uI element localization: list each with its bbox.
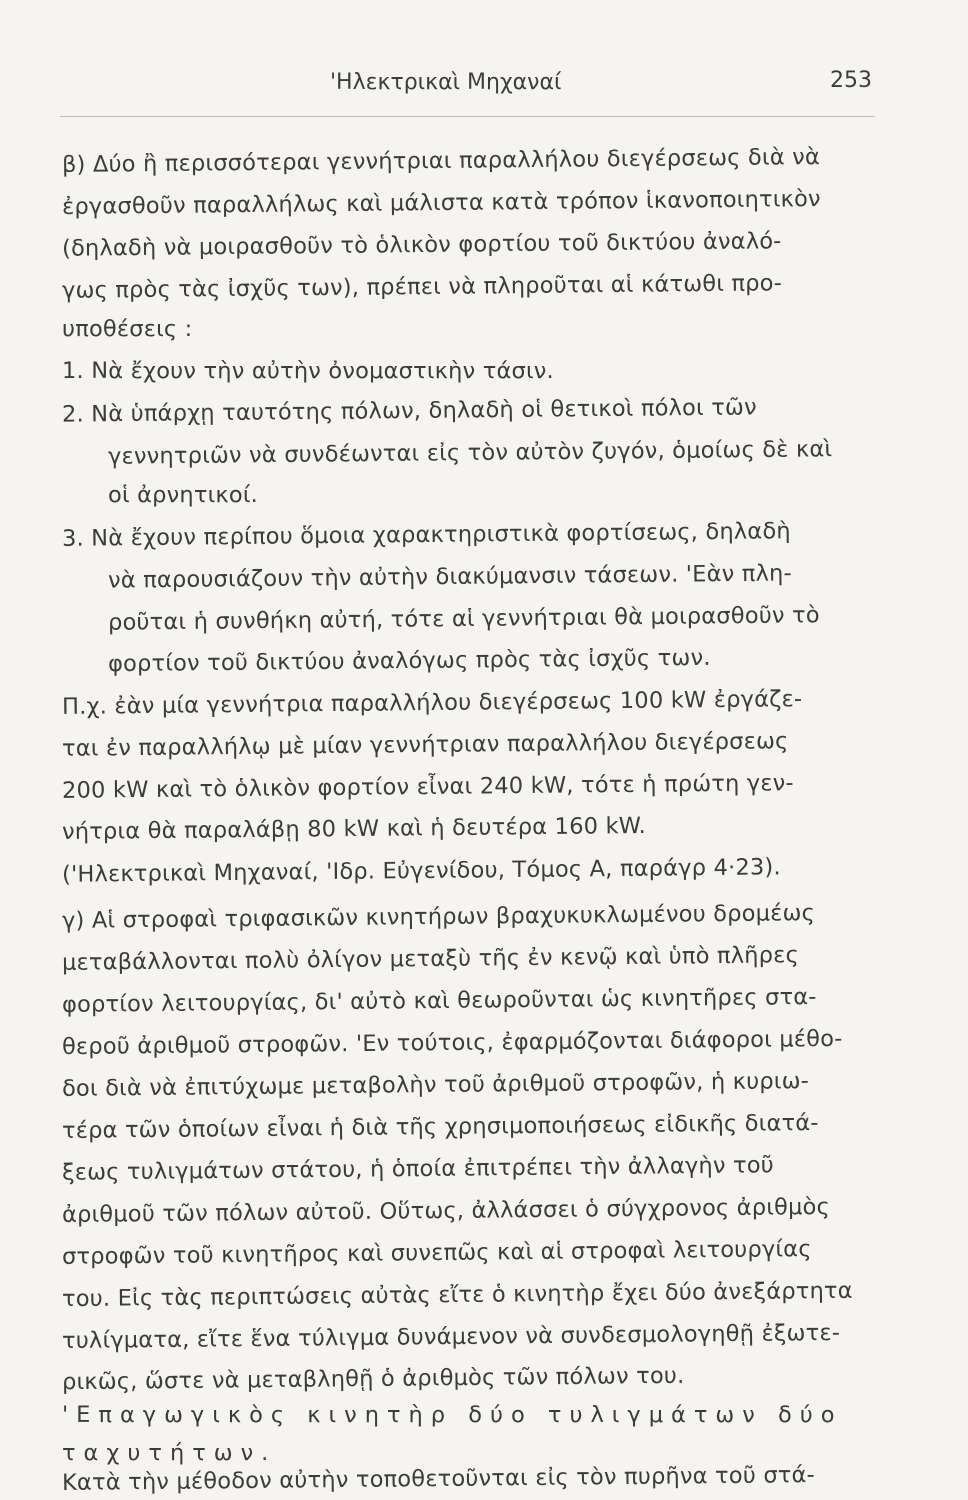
text-line: στροφῶν τοῦ κινητῆρος καὶ συνεπῶς καὶ αἱ στροφαὶ λειτουργίας bbox=[61, 1236, 812, 1270]
text-line: νήτρια θὰ παραλάβῃ 80 kW καὶ ἡ δευτέρα 160 kW. bbox=[61, 812, 647, 846]
text-line: δοι διὰ νὰ ἐπιτύχωμε μεταβολὴν τοῦ ἀριθμοῦ στροφῶν, ἡ κυριω- bbox=[61, 1068, 810, 1102]
text-line: β) Δύο ἢ περισσότεραι γεννήτριαι παραλλήλου διεγέρσεως διὰ νὰ bbox=[61, 144, 821, 178]
section-heading: 'Επαγωγικὸς κινητὴρ δύο τυλιγμάτων δύο bbox=[62, 1402, 843, 1428]
text-line: γ) Αἱ στροφαὶ τριφασικῶν κινητήρων βραχυκυκλωμένου δρομέως bbox=[61, 900, 816, 934]
text-line: 200 kW καὶ τὸ ὁλικὸν φορτίον εἶναι 240 kW, τότε ἡ πρώτη γεν- bbox=[61, 770, 794, 804]
text-line: (δηλαδὴ νὰ μοιρασθοῦν τὸ ὁλικὸν φορτίου τοῦ δικτύου ἀναλό- bbox=[61, 228, 782, 262]
text-line: ρικῶς, ὥστε νὰ μεταβληθῇ ὁ ἀριθμὸς τῶν πόλων του. bbox=[61, 1362, 685, 1396]
text-line: τέρα τῶν ὁποίων εἶναι ἡ διὰ τῆς χρησιμοποιήσεως εἰδικῆς διατά- bbox=[61, 1110, 819, 1144]
text-line: ται ἐν παραλλήλῳ μὲ μίαν γεννήτριαν παραλλήλου διεγέρσεως bbox=[61, 728, 789, 762]
text-line: γως πρὸς τὰς ἰσχῦς των), πρέπει νὰ πληροῦται αἱ κάτωθι προ- bbox=[61, 270, 783, 304]
citation: ('Ηλεκτρικαὶ Μηχαναί, 'Ιδρ. Εὐγενίδου, Τόμος Α, παράγρ 4·23). bbox=[61, 854, 781, 888]
text-line: τυλίγματα, εἴτε ἕνα τύλιγμα δυνάμενον νὰ συνδεσμολογηθῇ ἐξωτε- bbox=[61, 1319, 841, 1355]
header-rule bbox=[60, 116, 875, 117]
text-line: ἐργασθοῦν παραλλήλως καὶ μάλιστα κατὰ τρόπον ἱκανοποιητικὸν bbox=[61, 186, 821, 220]
text-line: Κατὰ τὴν μέθοδον αὐτὴν τοποθετοῦνται εἰς τὸν πυρῆνα τοῦ στά- bbox=[61, 1462, 816, 1496]
running-head: 'Ηλεκτρικαὶ Μηχαναί bbox=[330, 70, 562, 95]
text-line: θεροῦ ἀριθμοῦ στροφῶν. 'Εν τούτοις, ἐφαρμόζονται διάφοροι μέθο- bbox=[61, 1025, 843, 1061]
text-line: φορτίον λειτουργίας, δι' αὐτὸ καὶ θεωροῦνται ὡς κινητῆρες στα- bbox=[61, 984, 817, 1018]
list-item-3: 3. Νὰ ἔχουν περίπου ὅμοια χαρακτηριστικὰ φορτίσεως, δηλαδὴ bbox=[61, 518, 791, 552]
text-line: του. Εἰς τὰς περιπτώσεις αὐτὰς εἴτε ὁ κινητὴρ ἔχει δύο ἀνεξάρτητα bbox=[61, 1277, 853, 1313]
text-line: Π.χ. ἐὰν μία γεννήτρια παραλλήλου διεγέρσεως 100 kW ἐργάζε- bbox=[61, 686, 803, 720]
text-line: μεταβάλλονται πολὺ ὀλίγον μεταξὺ τῆς ἐν κενῷ καὶ ὑπὸ πλῆρες bbox=[61, 942, 800, 976]
text-line: ξεως τυλιγμάτων στάτου, ἡ ὁποία ἐπιτρέπει τὴν ἀλλαγὴν τοῦ bbox=[61, 1152, 775, 1186]
page-number: 253 bbox=[830, 68, 872, 93]
text-line: υποθέσεις : bbox=[62, 316, 193, 342]
text-line: ροῦται ἡ συνθήκη αὐτή, τότε αἱ γεννήτριαι θὰ μοιρασθοῦν τὸ bbox=[107, 602, 820, 636]
section-heading-continued: ταχυτήτων. bbox=[62, 1440, 277, 1466]
text-line: οἱ ἀρνητικοί. bbox=[108, 482, 259, 508]
list-item-1: 1. Νὰ ἔχουν τὴν αὐτὴν ὀνομαστικὴν τάσιν. bbox=[62, 358, 554, 384]
text-line: γεννητριῶν νὰ συνδέωνται εἰς τὸν αὐτὸν ζυγόν, ὁμοίως δὲ καὶ bbox=[107, 436, 833, 470]
text-line: νὰ παρουσιάζουν τὴν αὐτὴν διακύμανσιν τάσεων. 'Εὰν πλη- bbox=[107, 560, 792, 594]
list-item-2: 2. Νὰ ὑπάρχῃ ταυτότης πόλων, δηλαδὴ οἱ θετικοὶ πόλοι τῶν bbox=[61, 394, 757, 428]
text-line: φορτίον τοῦ δικτύου ἀναλόγως πρὸς τὰς ἰσχῦς των. bbox=[107, 644, 711, 678]
text-line: ἀριθμοῦ τῶν πόλων αὐτοῦ. Οὕτως, ἀλλάσσει ὁ σύγχρονος ἀριθμὸς bbox=[61, 1193, 831, 1229]
